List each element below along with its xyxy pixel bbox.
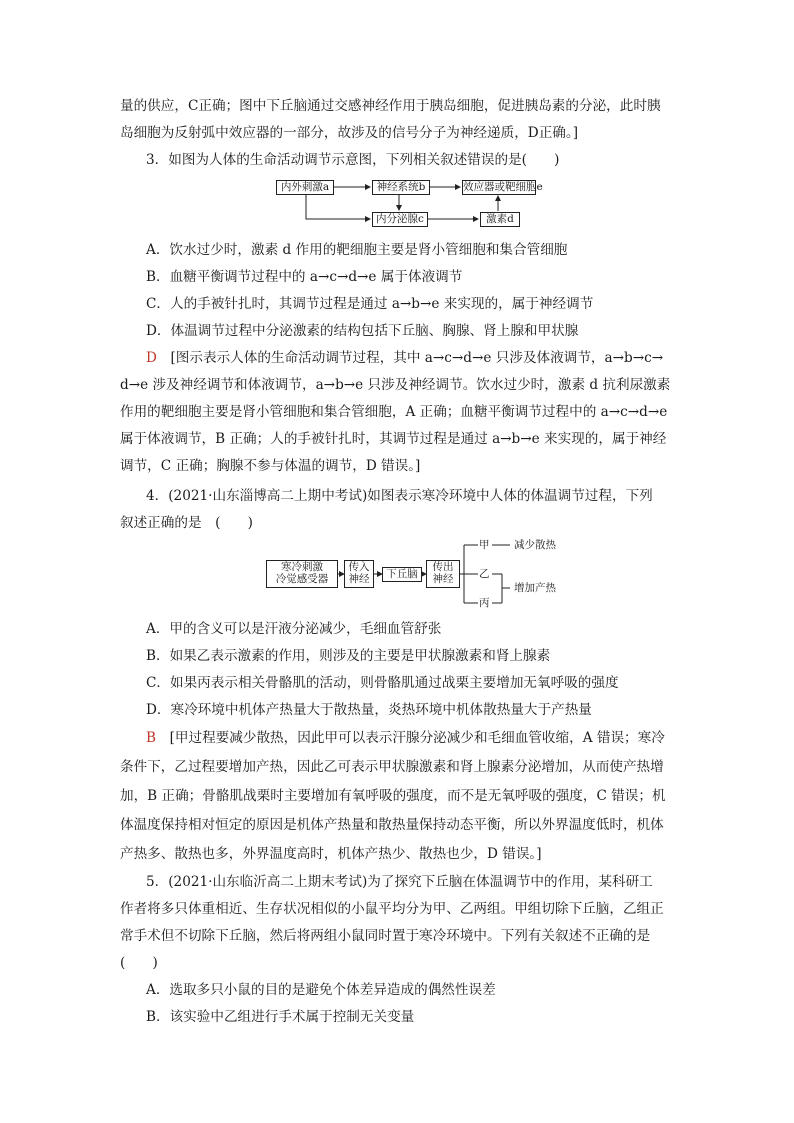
option-c: C．人的手被针扎时，其调节过程是通过 a→b→e 来实现的，属于神经调节: [146, 296, 594, 312]
answer-letter: D: [146, 350, 157, 366]
option-a: A．选取多只小鼠的目的是避免个体差异造成的偶然性误差: [146, 982, 496, 998]
question-3-stem: 3．如图为人体的生命活动调节示意图，下列相关叙述错误的是( ): [146, 152, 560, 168]
question-5-stem: 作者将多只体重相近、生存状况相似的小鼠平均分为甲、乙两组。甲组切除下丘脑，乙组正: [120, 901, 664, 917]
text-line: 岛细胞为反射弧中效应器的一部分，故涉及的信号分子为神经递质，D正确。]: [120, 125, 578, 141]
box-hypothalamus: 下丘脑: [382, 567, 422, 582]
explanation-line: 条件下，乙过程要增加产热，因此乙可表示甲状腺激素和肾上腺素分泌增加，从而使产热增: [120, 759, 664, 775]
option-b: B．如果乙表示激素的作用，则涉及的主要是甲状腺激素和肾上腺素: [146, 648, 551, 664]
label-reduce-heat-loss: 减少散热: [514, 539, 556, 551]
explanation-line: 作用的靶细胞主要是肾小管细胞和集合管细胞，A 正确；血糖平衡调节过程中的 a→c→d→e: [120, 404, 668, 420]
question-5-stem: ( ): [120, 955, 158, 971]
box-cold-stimulus: 寒冷刺激 冷觉感受器: [266, 560, 338, 588]
box-afferent-nerve: 传入 神经: [344, 560, 374, 588]
regulation-diagram: [276, 178, 543, 230]
explanation-line: B [甲过程要减少散热，因此甲可以表示汗腺分泌减少和毛细血管收缩，A 错误；寒冷: [146, 730, 665, 746]
box-nervous-system-b: 神经系统b: [372, 180, 430, 195]
explanation-line: 属于体液调节，B 正确；人的手被针扎时，其调节过程是通过 a→b→e 来实现的，属于神经: [120, 431, 667, 447]
label-yi: 乙: [479, 568, 490, 580]
question-4-stem: 4．(2021·山东淄博高二上期中考试)如图表示寒冷环境中人体的体温调节过程，下列: [146, 488, 653, 504]
explanation-line: 体温度保持相对恒定的原因是机体产热量和散热量保持动态平衡，所以外界温度低时，机体: [120, 817, 664, 833]
option-c: C．如果丙表示相关骨骼肌的活动，则骨骼肌通过战栗主要增加无氧呼吸的强度: [146, 675, 619, 691]
question-4-stem: 叙述正确的是 ( ): [120, 515, 253, 531]
text-line: 量的供应，C正确；图中下丘脑通过交感神经作用于胰岛细胞，促进胰岛素的分泌，此时胰: [120, 98, 661, 114]
label-jia: 甲: [479, 539, 490, 551]
option-a: A．甲的含义可以是汗液分泌减少，毛细血管舒张: [146, 621, 442, 637]
question-5-stem: 5．(2021·山东临沂高二上期末考试)为了探究下丘脑在体温调节中的作用，某科研工: [146, 874, 653, 890]
option-d: D．寒冷环境中机体产热量大于散热量，炎热环境中机体散热量大于产热量: [146, 702, 592, 718]
option-a: A．饮水过少时，激素 d 作用的靶细胞主要是肾小管细胞和集合管细胞: [146, 242, 568, 258]
thermoregulation-diagram: [266, 537, 596, 609]
explanation-line: d→e 涉及神经调节和体液调节，a→b→e 只涉及神经调节。饮水过少时，激素 d 抗利尿激素: [120, 377, 671, 393]
box-stimulus-a: 内外刺激a: [276, 180, 334, 195]
explanation-line: 调节，C 正确；胸腺不参与体温的调节，D 错误。]: [120, 458, 421, 474]
option-d: D．体温调节过程中分泌激素的结构包括下丘脑、胸腺、肾上腺和甲状腺: [146, 323, 579, 339]
box-effector-e: 效应器或靶细胞e: [463, 181, 543, 193]
option-b: B．血糖平衡调节过程中的 a→c→d→e 属于体液调节: [146, 269, 463, 285]
explanation-line: 产热多、散热也多，外界温度高时，机体产热少、散热也少，D 错误。]: [120, 846, 542, 862]
option-b: B．该实验中乙组进行手术属于控制无关变量: [146, 1009, 415, 1025]
box-hormone-d: 激素d: [480, 212, 520, 227]
question-5-stem: 常手术但不切除下丘脑，然后将两组小鼠同时置于寒冷环境中。下列有关叙述不正确的是: [120, 928, 651, 944]
box-efferent-nerve: 传出 神经: [426, 560, 460, 588]
box-endocrine-gland-c: 内分泌腺c: [372, 212, 428, 227]
explanation-line: D [图示表示人体的生命活动调节过程，其中 a→c→d→e 只涉及体液调节，a→b→c→: [146, 350, 664, 366]
explanation-line: 加，B 正确；骨骼肌战栗时主要增加有氧呼吸的强度，而不是无氧呼吸的强度，C 错误；机: [120, 788, 666, 804]
label-increase-heat-production: 增加产热: [514, 582, 556, 594]
label-bing: 丙: [479, 597, 490, 609]
answer-letter: B: [146, 730, 156, 746]
